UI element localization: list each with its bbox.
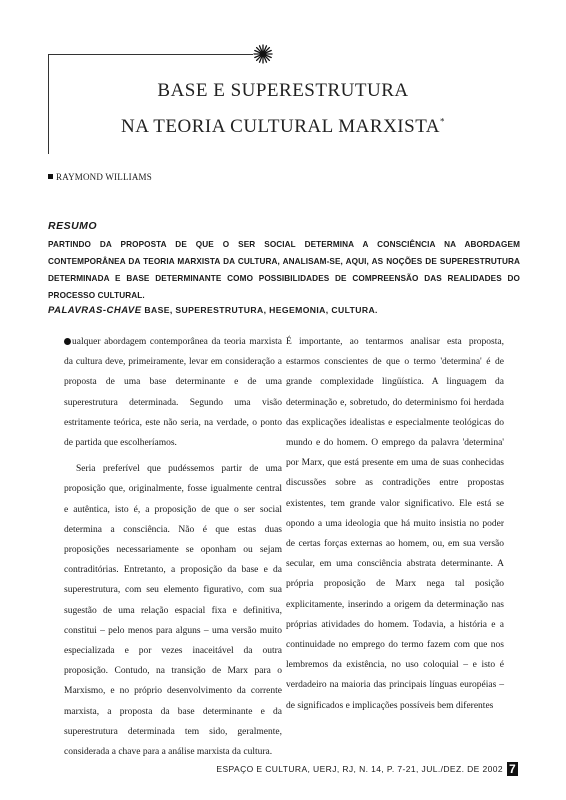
frame-rule-left — [48, 54, 49, 154]
abstract-block — [48, 220, 520, 316]
drop-cap-q-icon — [64, 338, 71, 345]
journal-citation: ESPAÇO E CULTURA, UERJ, RJ, N. 14, P. 7-21, JUL./DEZ. DE 2002 — [216, 764, 503, 774]
paragraph — [64, 332, 282, 453]
keywords-text: BASE, SUPERESTRUTURA, HEGEMONIA, CULTURA. — [144, 305, 378, 315]
paragraph-text: ualquer abordagem contemporânea da teoria marxista da cultura deve, primeiramente, levar em consideração a proposta de uma base determinante e de uma superestrutura determinada. Segundo uma visão estritamente teórica, este não seria, na verdade, o ponto de partida que escolheríamos. — [64, 337, 282, 449]
body-column-right — [286, 332, 504, 716]
paragraph: É importante, ao tentarmos analisar esta proposta, estarmos conscientes de que o termo 'determina' é de grande complexidade lingüística. A linguagem da determinação e, sobretudo, do determinismo foi herdada das explicações idealistas e especialmente teológicas do mundo e do homem. O emprego da palavra 'determina' por Marx, que está presente em uma de suas conhecidas discussões sobre as contradições entre propostas existentes, tem grande valor significativo. Ele está se opondo a uma ideologia que há muito insistia no poder de certas forças externas ao homem, ou, em sua versão secular, em uma consciência abstrata determinante. A própria proposição de Marx nega tal posição explicitamente, inserindo a origem da determinação nas próprias atividades do homem. Todavia, a história e a continuidade no emprego do termo fazem com que nos lembremos da existência, no uso coloquial – e isto é verdadeiro na maioria das principais línguas européias – de significados e implicações possíveis bem diferentes — [286, 337, 504, 711]
page-number: 7 — [508, 762, 517, 776]
abstract-text: PARTINDO DA PROPOSTA DE QUE O SER SOCIAL DETERMINA A CONSCIÊNCIA NA ABORDAGEM CONTEMPORÂNEA DA TEORIA MARXISTA DA CULTURA, ANALISAM-SE, AQUI, AS NOÇÕES DE SUPERESTRUTURA DETERMINADA E BASE DETERMINANTE COMO POSSIBILIDADES DE COMPREENSÃO DAS REALIDADES DO PROCESSO CULTURAL. — [48, 240, 520, 300]
author-line — [48, 172, 152, 182]
keywords-label: PALAVRAS-CHAVE — [48, 305, 142, 316]
keywords-line — [48, 305, 520, 316]
abstract-label: RESUMO — [48, 220, 98, 232]
article-title-line2 — [60, 116, 506, 138]
frame-rule-top — [48, 54, 253, 55]
article-title-line2-text: NA TEORIA CULTURAL MARXISTA — [121, 116, 440, 137]
title-footnote-mark: * — [440, 116, 445, 127]
page-footer — [216, 762, 518, 776]
star-ornament-icon — [253, 44, 273, 64]
article-title-line1: BASE E SUPERESTRUTURA — [157, 80, 409, 101]
body-column-left — [64, 332, 282, 762]
square-bullet-icon — [48, 174, 53, 179]
paragraph: Seria preferível que pudéssemos partir de uma proposição que, originalmente, fosse igualmente central e autêntica, isto é, a proposição de que o ser social determina a consciência. Não é que estas duas proposições necessariamente se oponham ou sejam contraditórias. Entretanto, a proposição da base e da superestrutura, com seu elemento figurativo, com sua sugestão de uma relação espacial fixa e definitiva, constitui – pelo menos para alguns – uma versão muito especializada e por vezes inaceitável da outra proposição. Contudo, na transição de Marx para o Marxismo, e no próprio desenvolvimento da corrente marxista, a proposta da base determinante e da superestrutura determinada tem sido, geralmente, considerada a chave para a análise marxista da cultura. — [64, 464, 282, 758]
author-name: RAYMOND WILLIAMS — [56, 172, 152, 182]
